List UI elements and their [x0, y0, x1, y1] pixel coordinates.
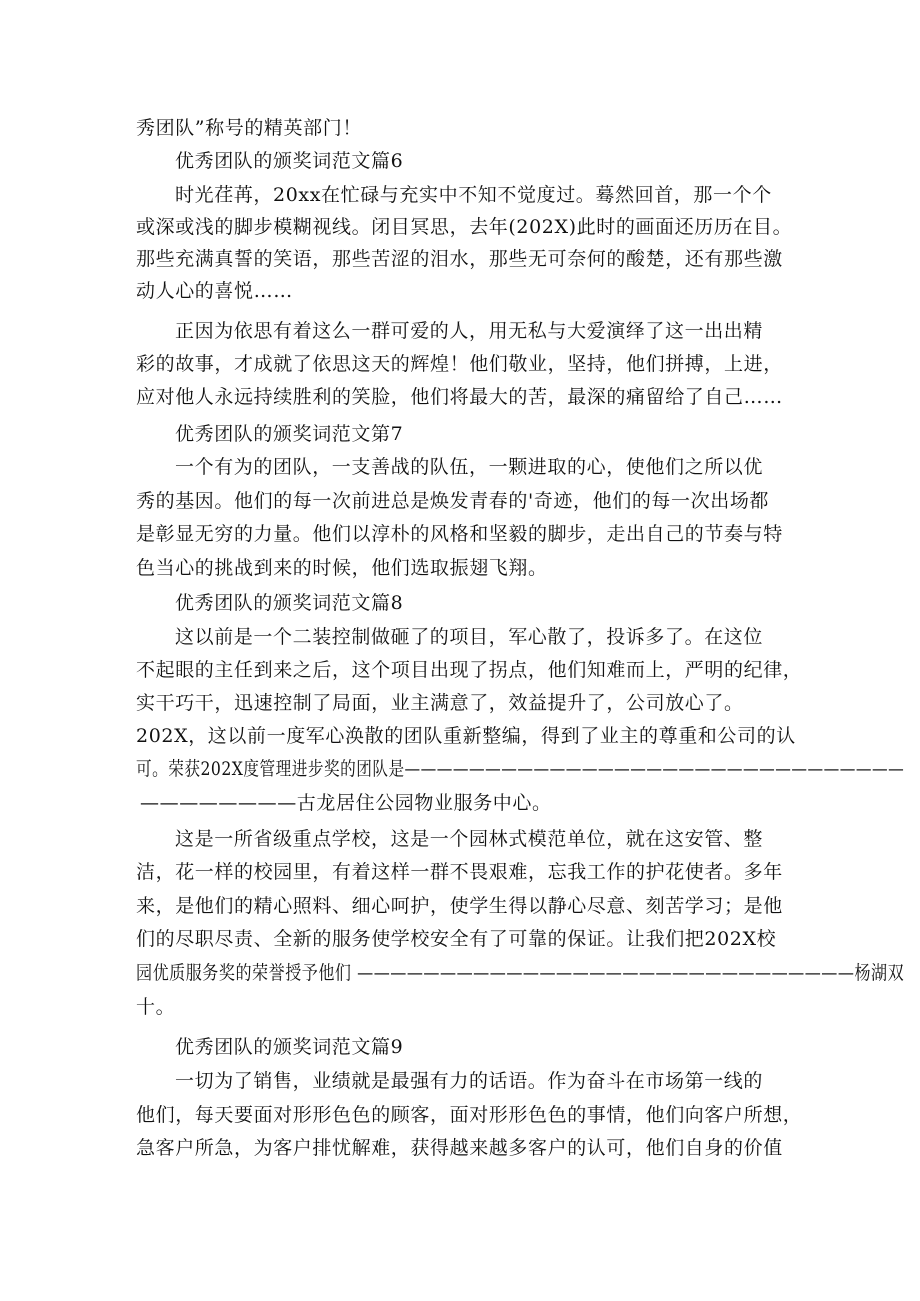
paragraph-first-line: 时光荏苒，20xx在忙碌与充实中不知不觉度过。蓦然回首，那一个个	[175, 184, 772, 206]
body-text-line: 急客户所急，为客户排忧解难，获得越来越多客户的认可，他们自身的价值	[136, 1137, 783, 1159]
body-text-line: 十。	[136, 996, 176, 1018]
section-heading: 优秀团队的颁奖词范文篇9	[175, 1036, 404, 1058]
body-text-line: 不起眼的主任到来之后，这个项目出现了拐点，他们知难而上，严明的纪律，	[136, 659, 803, 681]
paragraph-first-line: 一个有为的团队，一支善战的队伍，一颗进取的心，使他们之所以优	[175, 456, 764, 478]
body-text-line: 那些充满真誓的笑语，那些苦涩的泪水，那些无可奈何的酸楚，还有那些激	[136, 248, 783, 270]
paragraph-first-line: 一切为了销售，业绩就是最强有力的话语。作为奋斗在市场第一线的	[175, 1070, 764, 1092]
body-text-line: 可。荣获202X度管理进步奖的团队是———————————————————————————————	[136, 758, 905, 780]
body-text-line: ————————古龙居住公园物业服务中心。	[140, 792, 552, 814]
body-text-line: 应对他人永远持续胜利的笑脸，他们将最大的苦，最深的痛留给了自己……	[136, 386, 783, 408]
body-text-line: 实干巧干，迅速控制了局面，业主满意了，效益提升了，公司放心了。	[136, 692, 744, 714]
section-heading: 优秀团队的颁奖词范文篇6	[175, 150, 404, 172]
body-text-line: 202X，这以前一度军心涣散的团队重新整编，得到了业主的尊重和公司的认	[136, 725, 796, 747]
body-text-line: 动人心的喜悦……	[136, 280, 293, 302]
body-text-line: 来，是他们的精心照料、细心呵护，使学生得以静心尽意、刻苦学习；是他	[136, 895, 783, 917]
body-text-line: 是彰显无穷的力量。他们以淳朴的风格和坚毅的脚步，走出自己的节奏与特	[136, 523, 783, 545]
section-heading: 优秀团队的颁奖词范文第7	[175, 423, 404, 445]
body-text-line: 他们，每天要面对形形色色的顾客，面对形形色色的事情，他们向客户所想，	[136, 1104, 803, 1126]
body-text-line: 们的尽职尽责、全新的服务使学校安全有了可靠的保证。让我们把202X校	[136, 928, 777, 950]
section-heading: 优秀团队的颁奖词范文篇8	[175, 592, 404, 614]
body-text-line: 秀团队”称号的精英部门！	[136, 117, 362, 139]
body-text-line: 洁，花一样的校园里，有着这样一群不畏艰难，忘我工作的护花使者。多年	[136, 861, 783, 883]
body-text-line: 园优质服务奖的荣誉授予他们 ——————————————————————————————杨湖双	[136, 962, 905, 984]
body-text-line: 秀的基因。他们的每一次前进总是焕发青春的'奇迹，他们的每一次出场都	[136, 490, 770, 512]
paragraph-first-line: 这是一所省级重点学校，这是一个园林式模范单位，就在这安管、整	[175, 828, 764, 850]
body-text-line: 或深或浅的脚步模糊视线。闭目冥思，去年(202X)此时的画面还历历在目。	[136, 216, 793, 238]
body-text-line: 色当心的挑战到来的时候，他们选取振翅飞翔。	[136, 557, 548, 579]
paragraph-first-line: 这以前是一个二装控制做砸了的项目，军心散了，投诉多了。在这位	[175, 626, 764, 648]
body-text-line: 彩的故事，才成就了依思这天的辉煌！他们敬业，坚持，他们拼搏，上进，	[136, 353, 783, 375]
paragraph-first-line: 正因为依思有着这么一群可爱的人，用无私与大爱演绎了这一出出精	[175, 320, 764, 342]
